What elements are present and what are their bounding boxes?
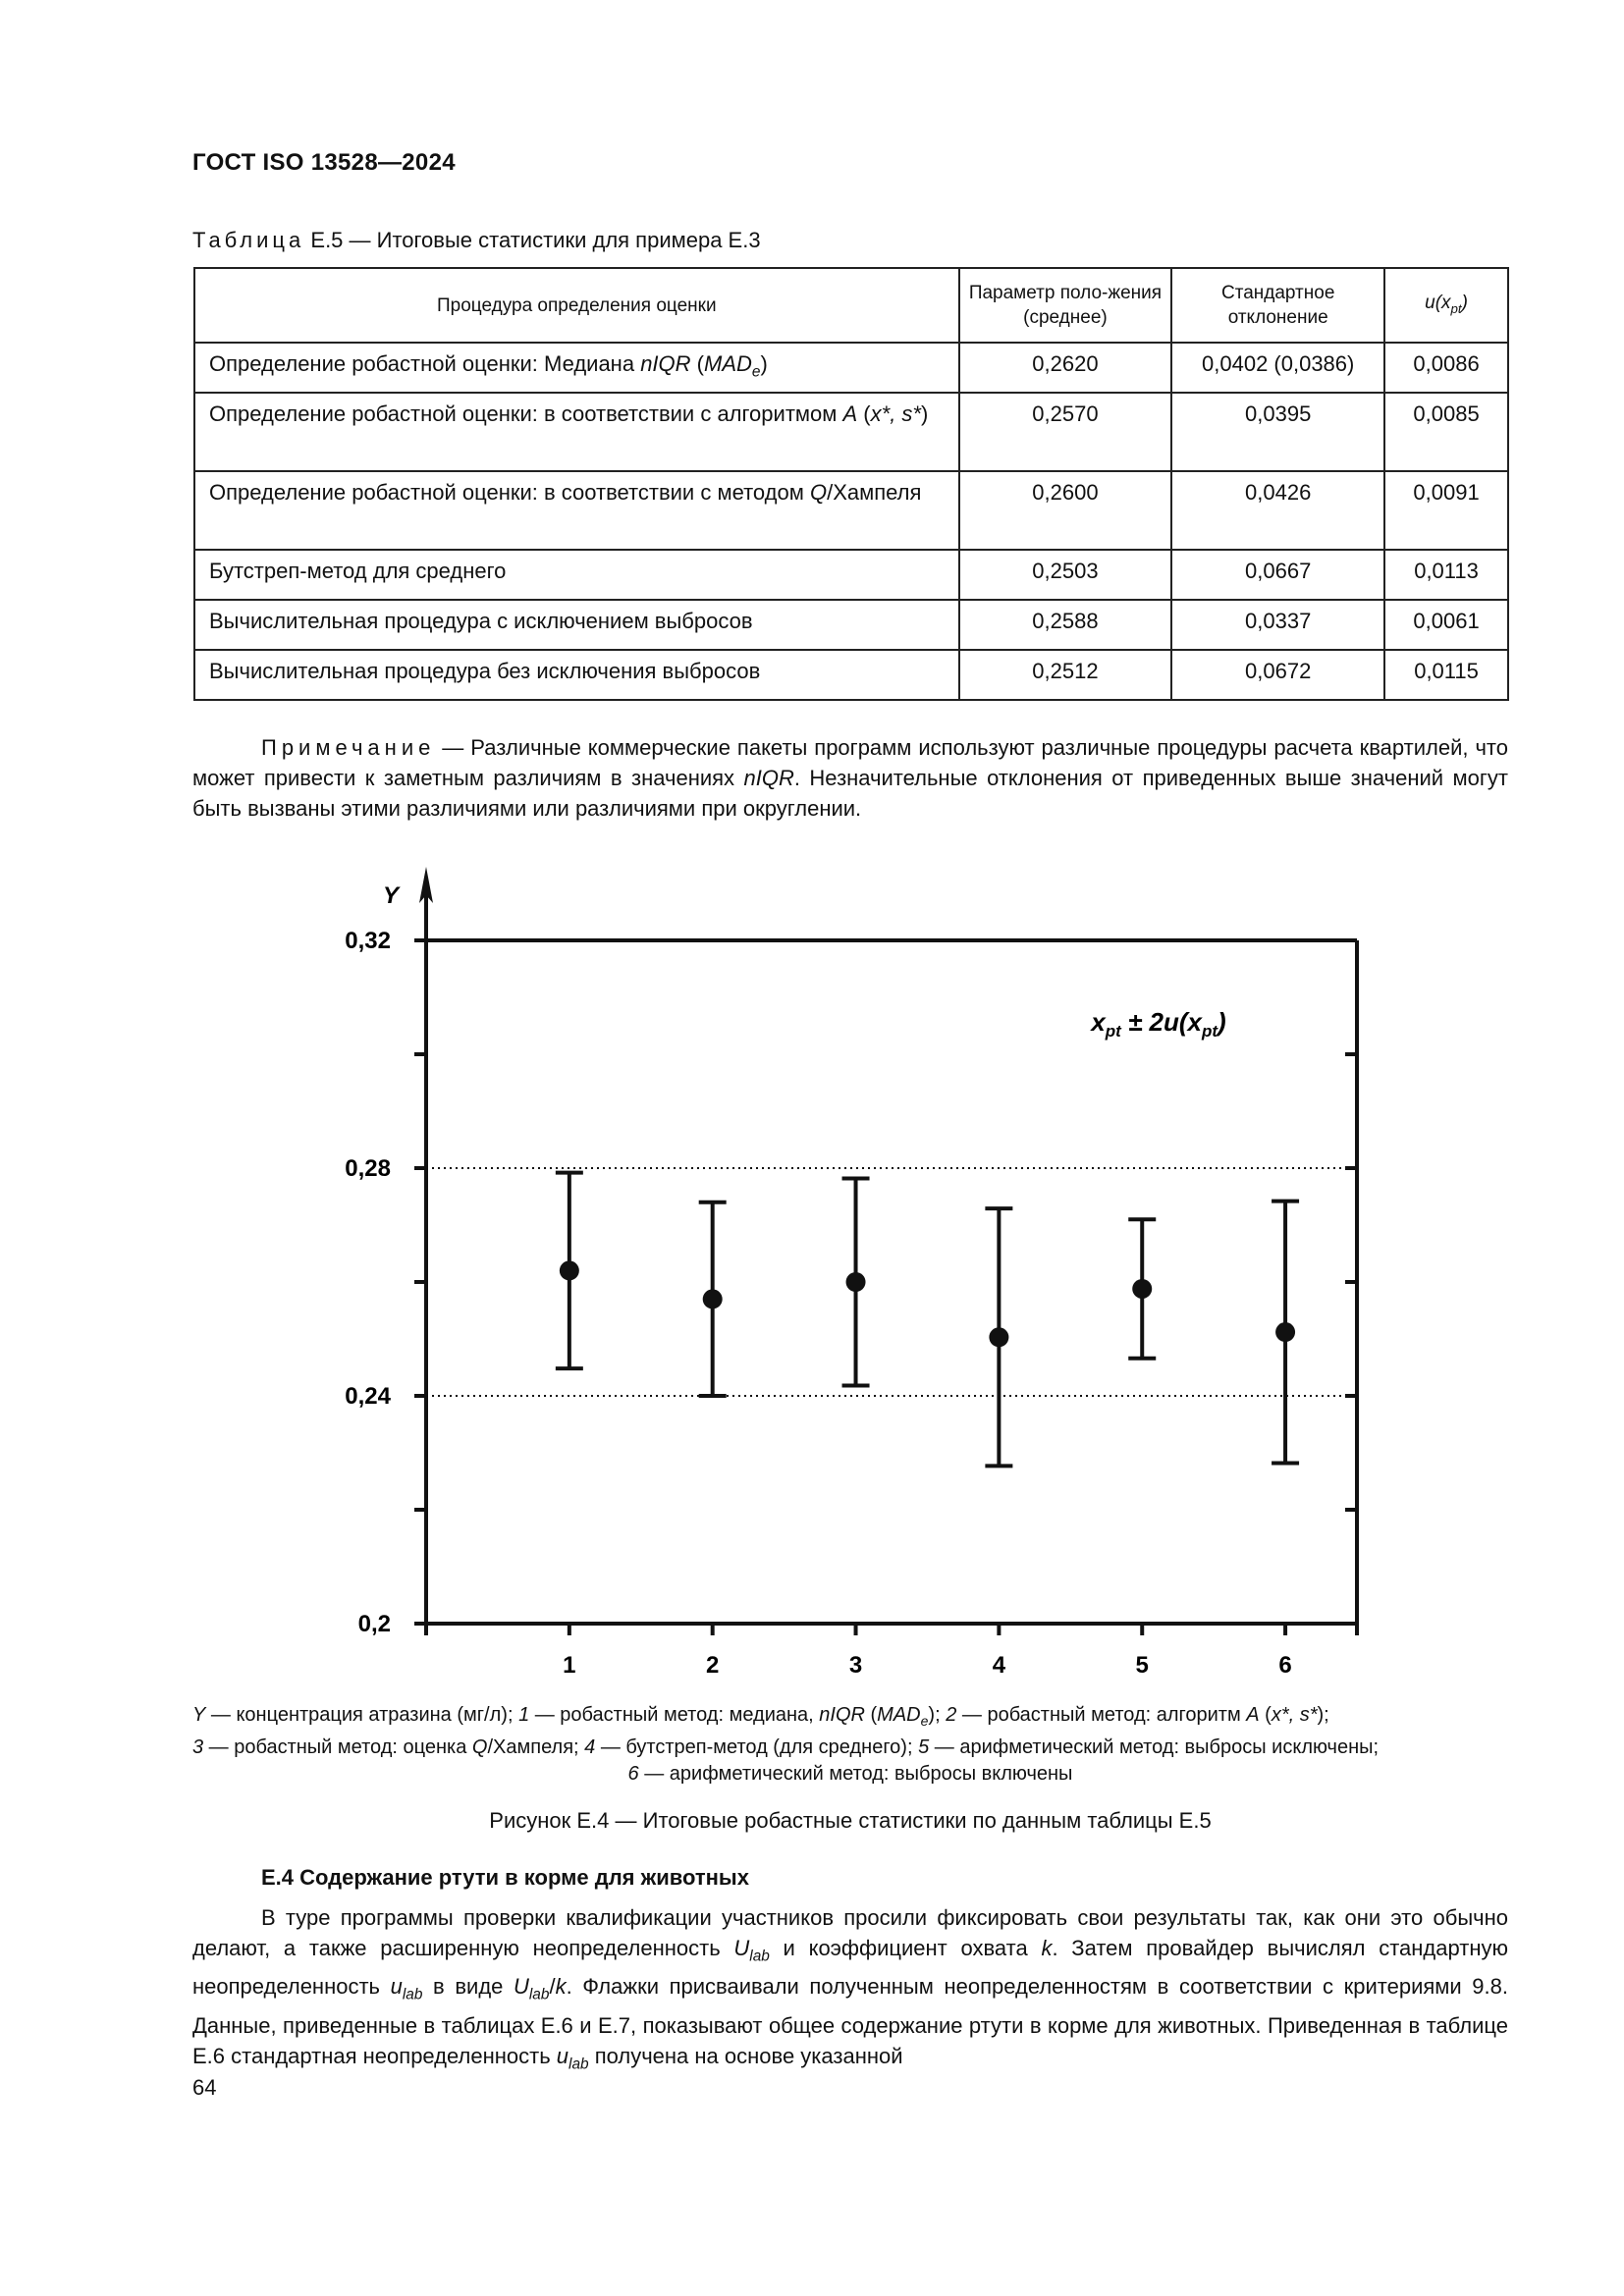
location-cell: 0,2570 <box>959 393 1172 471</box>
data-point <box>703 1289 723 1308</box>
procedure-cell: Определение робастной оценки: Медиана nIQR $(MAD_e)$ <box>194 343 959 393</box>
y-axis-label: Y <box>382 882 400 909</box>
column-header: Процедура определения оценки <box>194 268 959 343</box>
location-cell: 0,2503 <box>959 550 1172 600</box>
column-header: Стандартное отклонение <box>1171 268 1384 343</box>
y-tick-label: 0,28 <box>345 1155 391 1182</box>
note-label: Примечание <box>261 735 436 760</box>
x-tick-label: 1 <box>563 1652 576 1679</box>
x-tick-label: 6 <box>1278 1652 1292 1679</box>
figure-caption: Рисунок Е.4 — Итоговые робастные статистики по данным таблицы Е.5 <box>489 1808 1212 1833</box>
x-tick-label: 5 <box>1135 1652 1149 1679</box>
data-point <box>560 1260 579 1280</box>
section-body-text: В туре программы проверки квалификации участников просили фиксировать свои результаты так, как они это обычно делают, а также расширенную неопределенность $U_{lab}$ и коэффициент охвата k. Затем провайдер вычислял стандартную неопределенность $u_{lab}$ в виде $U_{lab}/k$. Флажки присваивали полученным неопределенностям в соответствии с критериями 9.8. Данные, приведенные в таблицах Е.6 и Е.7, показывают общее содержание ртути в корме для животных. Приведенная в таблице Е.6 стандартная неопределенность $u_{lab}$ получена на основе указанной <box>192 1905 1508 2073</box>
sd-cell: 0,0667 <box>1171 550 1384 600</box>
procedure-cell: Определение робастной оценки: в соответствии с методом Q/Хампеля <box>194 471 959 550</box>
u-cell: 0,0061 <box>1384 600 1508 650</box>
figure-legend: Y — концентрация атразина (мг/л); 1 — робастный метод: медиана, nIQR $(MAD_e)$; 2 — робастный метод: алгоритм A (x*, s*); 3 — робастный метод: оценка Q/Хампеля; 4 — бутстреп-метод (для среднего); 5 — арифметический метод: выбросы исключены; 6 — арифметический метод: выбросы включены <box>192 1704 1380 1785</box>
sd-cell: 0,0672 <box>1171 650 1384 700</box>
x-tick-label: 3 <box>848 1652 863 1679</box>
procedure-cell: Вычислительная процедура без исключения выбросов <box>194 650 959 700</box>
procedure-cell: Бутстреп-метод для среднего <box>194 550 959 600</box>
y-tick-label: 0,32 <box>345 928 391 954</box>
procedure-cell: Определение робастной оценки: в соответствии с алгоритмом A (x*, s*) <box>194 393 959 471</box>
data-point <box>1275 1322 1295 1342</box>
procedure-cell: Вычислительная процедура с исключением выбросов <box>194 600 959 650</box>
x-tick-label: 2 <box>706 1652 720 1679</box>
x-tick-label: 4 <box>992 1652 1006 1679</box>
sd-cell: 0,0395 <box>1171 393 1384 471</box>
sd-cell: 0,0426 <box>1171 471 1384 550</box>
sd-cell: 0,0337 <box>1171 600 1384 650</box>
section-title: Е.4 Содержание ртути в корме для животных <box>261 1865 749 1890</box>
location-cell: 0,2512 <box>959 650 1172 700</box>
table-caption-text: Е.5 — Итоговые статистики для примера Е.3 <box>310 228 761 252</box>
data-point <box>846 1272 866 1292</box>
u-cell: 0,0085 <box>1384 393 1508 471</box>
table-caption-label: Таблица <box>192 228 305 252</box>
y-tick-label: 0,2 <box>357 1611 391 1637</box>
location-cell: 0,2620 <box>959 343 1172 393</box>
data-point <box>989 1327 1008 1347</box>
u-cell: 0,0115 <box>1384 650 1508 700</box>
u-cell: 0,0091 <box>1384 471 1508 550</box>
location-cell: 0,2600 <box>959 471 1172 550</box>
page-number: 64 <box>192 2075 217 2100</box>
column-header: Параметр поло-жения (среднее) <box>959 268 1172 343</box>
location-cell: 0,2588 <box>959 600 1172 650</box>
annotation-label: $x_{pt} \pm 2u(x_{pt})$ <box>1091 1007 1226 1041</box>
document-header: ГОСТ ISO 13528—2024 <box>192 149 456 176</box>
table-note: Примечание — Различные коммерческие пакеты программ используют различные процедуры расчета квартилей, что может привести к заметным различиям в значениях nIQR. Незначительные отклонения от приведенных выше значений могут быть вызваны этими различиями или различиями при округлении. <box>192 735 1508 821</box>
column-header: $u(x_{pt})$ <box>1384 268 1508 343</box>
y-tick-label: 0,24 <box>345 1383 391 1410</box>
u-cell: 0,0086 <box>1384 343 1508 393</box>
u-cell: 0,0113 <box>1384 550 1508 600</box>
sd-cell: 0,0402 (0,0386) <box>1171 343 1384 393</box>
data-point <box>1132 1279 1152 1299</box>
